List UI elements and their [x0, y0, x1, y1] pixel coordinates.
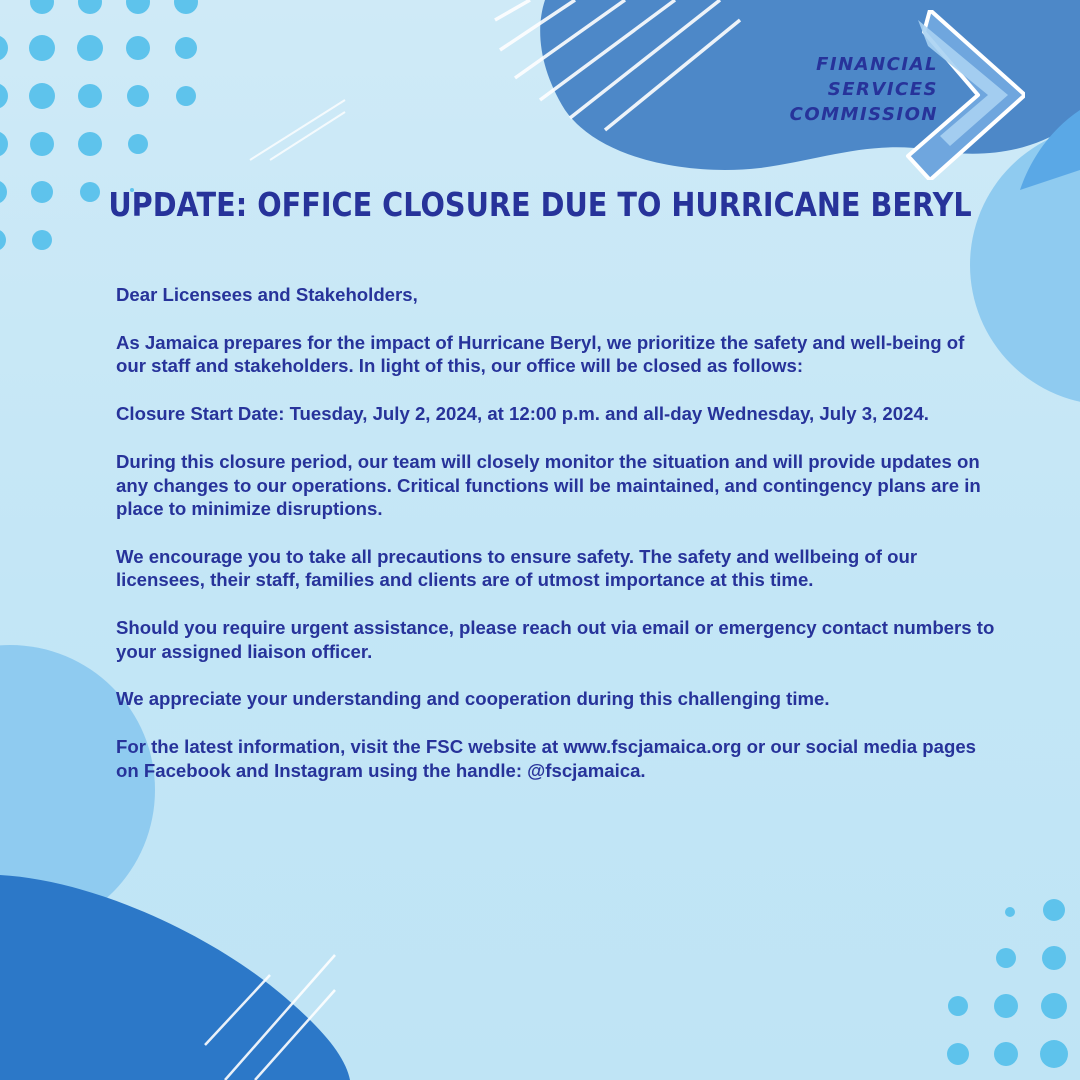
logo-line-commission: COMMISSION	[789, 104, 938, 125]
paragraph-latest-info: For the latest information, visit the FSC website at www.fscjamaica.org or our social media pages on Facebook and Instagram using the handle: @fscjamaica.	[116, 736, 976, 781]
notice-title: UPDATE: OFFICE CLOSURE DUE TO HURRICANE BERYL	[108, 185, 972, 224]
title-lines	[250, 100, 345, 160]
bottom-right-dots	[947, 899, 1068, 1068]
logo-line-services: SERVICES	[827, 79, 938, 100]
paragraph-closure-period: During this closure period, our team will closely monitor the situation and will provide updates on any changes to our operations. Critical functions will be maintained, and contingency plans are in place to minimize disruptions.	[116, 451, 981, 519]
logo-line-financial: FINANCIAL	[816, 54, 938, 75]
paragraph-appreciation: We appreciate your understanding and cooperation during this challenging time.	[116, 688, 830, 710]
logo-wordmark	[790, 52, 938, 127]
paragraph-closure-date: Closure Start Date: Tuesday, July 2, 2024, at 12:00 p.m. and all-day Wednesday, July 3, 2024.	[116, 403, 929, 425]
salutation: Dear Licensees and Stakeholders,	[116, 284, 418, 305]
bottom-left-blob	[0, 875, 350, 1080]
paragraph-precautions: We encourage you to take all precautions to ensure safety. The safety and wellbeing of our licensees, their staff, families and clients are of utmost importance at this time.	[116, 545, 918, 591]
notice-body	[116, 283, 996, 807]
paragraph-assistance: Should you require urgent assistance, please reach out via email or emergency contact numbers to your assigned liaison officer.	[116, 617, 995, 662]
paragraph-intro: As Jamaica prepares for the impact of Hurricane Beryl, we prioritize the safety and well-being of our staff and stakeholders. In light of this, our office will be closed as follows:	[116, 331, 965, 377]
